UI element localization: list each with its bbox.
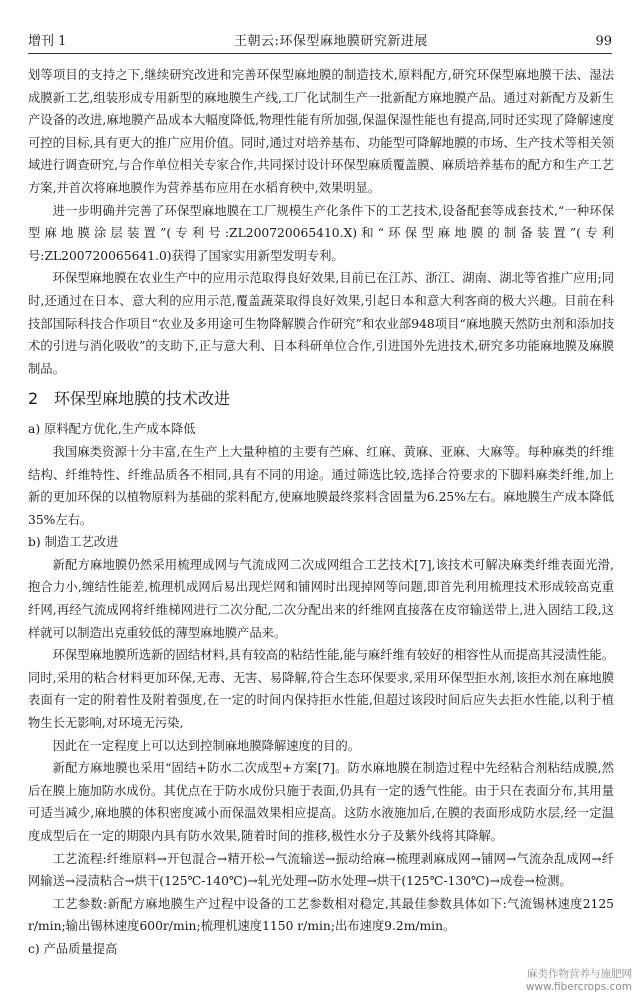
subheading-a: a) 原料配方优化,生产成本降低 xyxy=(28,422,196,437)
watermark-line-2: www.fibercrops.com xyxy=(525,981,632,993)
journal-issue: 增刊 1 xyxy=(28,34,67,49)
paragraph-4: 我国麻类资源十分丰富,在生产上大量种植的主要有苎麻、红麻、黄麻、亚麻、大麻等。每种麻类的纤维结构、纤维特性、纤维品质各不相同,具有不同的用途。通过筛选比较,选择合符要求的下脚料麻类纤维,加上新的更加环保的以植物原料为基础的浆料配方,使麻地膜最终浆料含固量为6.25%左右。麻地膜生产成本降低35%左右。 xyxy=(28,444,614,527)
paragraph-8: 新配方麻地膜也采用“固结+防水二次成型+方案[7]。防水麻地膜在制造过程中先经粘合剂粘结成膜,然后在膜上施加防水成份。其优点在于防水成份只施于表面,仍具有一定的透气性能。由于只在表面分布,其用量可适当减少,麻地膜的体积密度减小而保温效果相应提高。这防水液施加后,在膜的表面形成防水层,经一定温度成型后在一定的期限内具有防水效果,随着时间的推移,极性水分子及紫外线将其降解。 xyxy=(28,761,614,843)
watermark xyxy=(526,968,632,994)
section-title: 环保型麻地膜的技术改进 xyxy=(54,389,231,409)
paragraph-7: 因此在一定程度上可以达到控制麻地膜降解速度的目的。 xyxy=(52,738,361,753)
running-title: 王朝云:环保型麻地膜研究新进展 xyxy=(233,34,428,49)
page-number: 99 xyxy=(595,34,612,49)
process-parameters: 工艺参数:新配方麻地膜生产过程中设备的工艺参数相对稳定,其最佳参数具体如下:气流锡林速度2125 r/min;输出锡林速度600r/min;梳理机速度1150 r/min;出布速度9.2m/min。 xyxy=(28,896,614,934)
subheading-c: c) 产品质量提高 xyxy=(28,941,118,956)
paragraph-2: 进一步明确并完善了环保型麻地膜在工厂规模生产化条件下的工艺技术,设备配套等成套技术,“一种环保型麻地膜涂层装置”(专利号:ZL200720065410.X)和“环保型麻地膜的制备装置”(专利号:ZL200720065641.0)获得了国家实用新型发明专利。 xyxy=(28,203,614,263)
watermark-line-1: 麻类作物营养与施肥网 xyxy=(527,968,632,980)
running-header xyxy=(28,30,612,54)
article-body xyxy=(28,64,614,961)
section-number: 2 xyxy=(28,389,39,409)
paragraph-6: 环保型麻地膜所选新的固结材料,具有较高的粘结性能,能与麻纤维有较好的相容性从而提高其浸渍性能。同时,采用的粘合材料更加环保,无毒、无害、易降解,符合生态环保要求,采用环保型拒水剂,该拒水剂在麻地膜表面有一定的附着性及附着强度,在一定的时间内保持拒水性能,但超过该段时间后应失去拒水性能,以利于植物生长无影响,对环境无污染, xyxy=(28,648,614,731)
paragraph-3: 环保型麻地膜在农业生产中的应用示范取得良好效果,目前已在江苏、浙江、湖南、湖北等省推广应用;同时,还通过在日本、意大利的应用示范,覆盖蔬菜取得良好效果,引起日本和意大利客商的极大兴趣。目前在科技部国际科技合作项目“农业及多用途可生物降解膜合作研究”和农业部948项目“麻地膜天然防虫剂和添加技术的引进与消化吸收”的支助下,正与意大利、日本科研单位合作,引进国外先进技术,研究多功能麻地膜及麻膜制品。 xyxy=(28,271,615,376)
process-flow: 工艺流程:纤维原料→开包混合→精开松→气流输送→振动给麻→梳理剥麻成网→铺网→气流杂乱成网→纤网输送→浸渍粘合→烘干(125℃-140℃)→轧光处理→防水处理→烘干(125℃-130℃)→成卷→检测。 xyxy=(28,851,614,889)
section-heading xyxy=(28,386,614,412)
subheading-b: b) 制造工艺改进 xyxy=(28,535,119,550)
paragraph-1: 划等项目的支持之下,继续研究改进和完善环保型麻地膜的制造技术,原料配方,研究环保型麻地膜干法、湿法成膜新工艺,组装形成专用新型的麻地膜生产线,工厂化试制生产一批新配方麻地膜产品。通过对新配方及新生产设备的改进,麻地膜产品成本大幅度降低,物理性能有所加强,保温保湿性能也有提高,同时还实现了降解速度可控的目标,具有更大的推广应用价值。同时,通过对培养基布、功能型可降解地膜的市场、生产技术等相关领域进行调查研究,与合作单位相关专家合作,共同探讨设计环保型麻质覆盖膜、麻质培养基布的配方和生产工艺方案,并首次将麻地膜作为营养基布应用在水稻育秧中,效果明显。 xyxy=(28,68,614,195)
paragraph-5: 新配方麻地膜仍然采用梳理成网与气流成网二次成网组合工艺技术[7],该技术可解决麻类纤维表面光滑,抱合力小,缠结性能差,梳理机成网后易出现烂网和铺网时出现掉网等问题,即首先利用梳理技术形成较高克重纤网,再经气流成网将纤维梯网进行二次分配,二次分配出来的纤维网直接落在皮帘输送带上,进入固结工段,这样就可以制造出克重较低的薄型麻地膜产品来。 xyxy=(28,557,614,640)
